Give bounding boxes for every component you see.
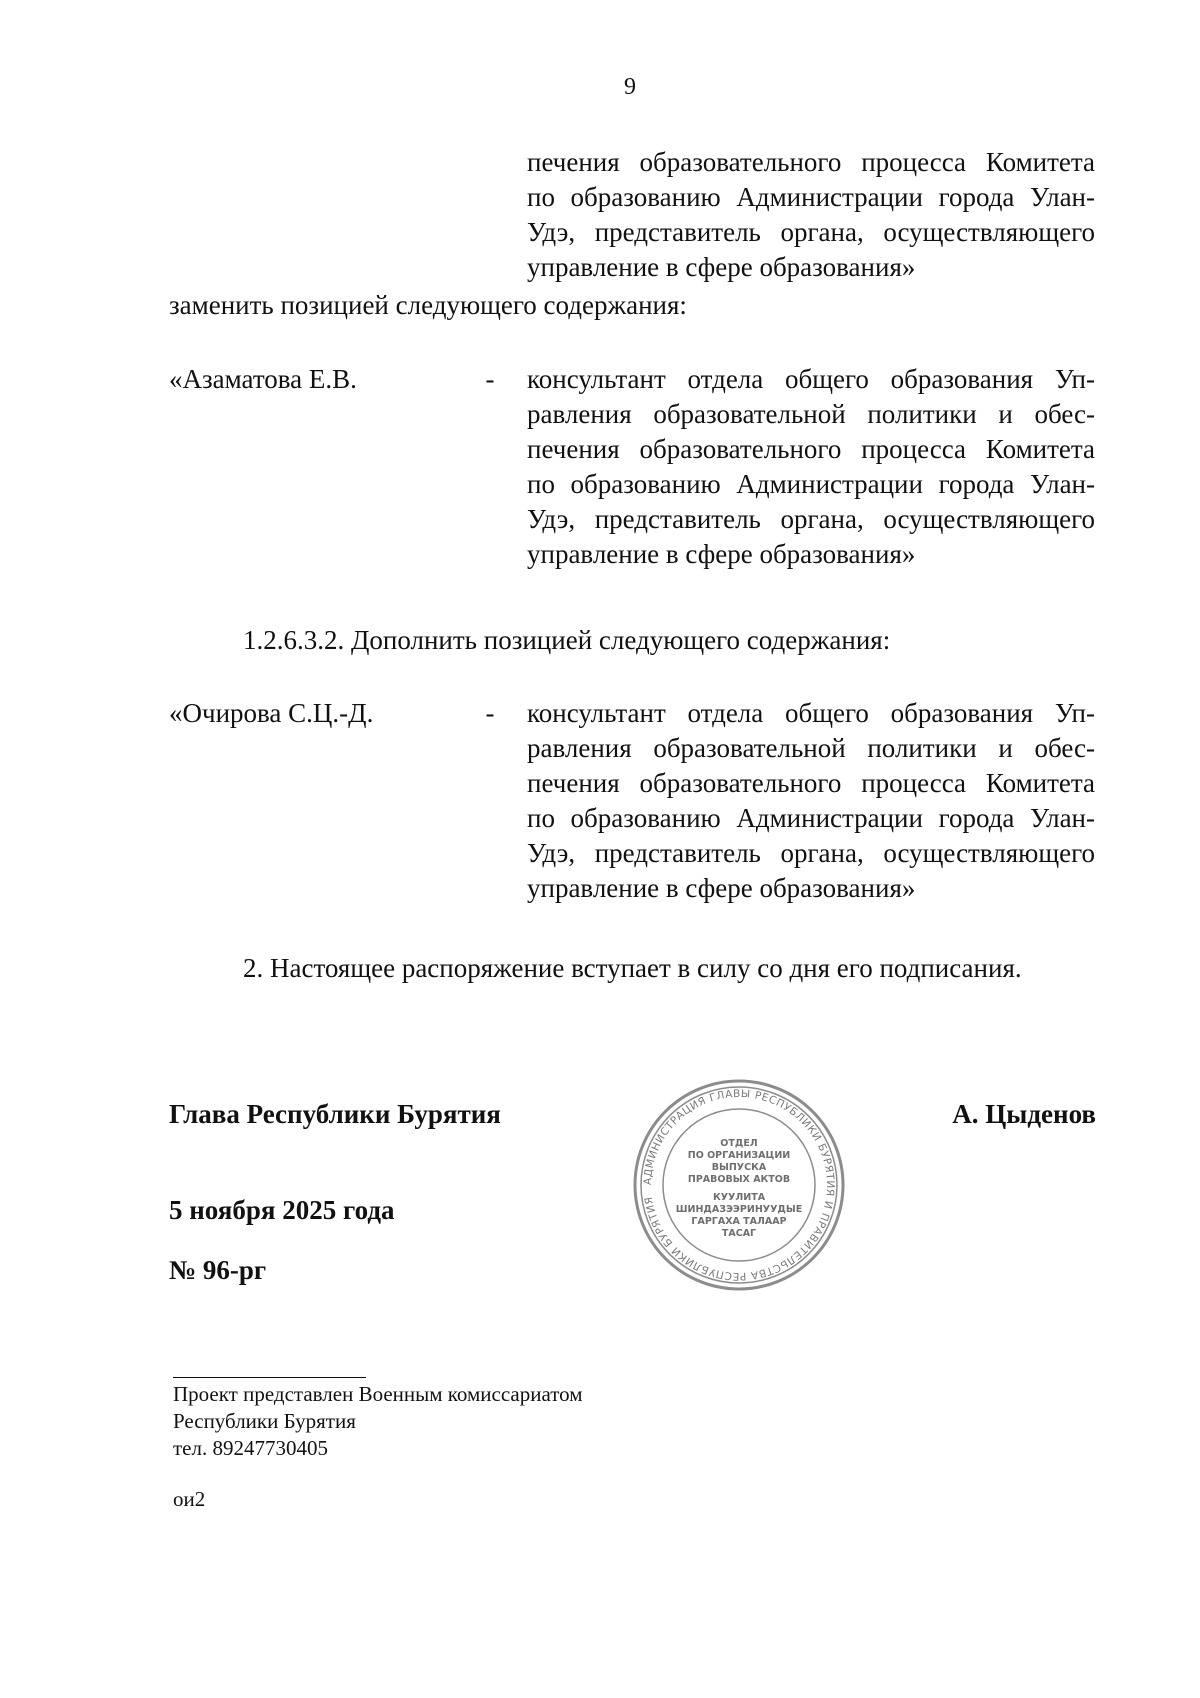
text-line: управление в сфере образования» [527,252,916,282]
text-line: Удэ, представитель органа, осуществляющего [527,217,1095,247]
replace-instruction: заменить позицией следующего содержания: [169,290,687,320]
document-number: № 96-рг [169,1255,267,1285]
stamp-ring-text: АДМИНИСТРАЦИЯ ГЛАВЫ РЕСПУБЛИКИ БУРЯТИЯ И ПРАВИТЕЛЬСТВА РЕСПУБЛИКИ БУРЯТИЯ [641,1087,837,1283]
entry-name: «Азаматова Е.В. [169,364,357,394]
text-line: по образованию Администрации города Улан- [527,469,1095,499]
document-date: 5 ноября 2025 года [169,1195,395,1225]
text-line: печения образовательного процесса Комитета [527,147,1095,177]
page-number: 9 [624,74,636,100]
text-line: по образованию Администрации города Улан- [527,803,1095,833]
text-line: равления образовательной политики и обес- [527,399,1095,429]
entry-name: «Очирова С.Ц.-Д. [169,698,374,728]
entry-description [527,696,1095,906]
entry-dash: - [485,364,495,394]
text-line: консультант отдела общего образования Уп- [527,364,1095,394]
text-line: управление в сфере образования» [527,873,916,903]
stamp-line: ШИНДАЗЭЭРИНУУДЫЕ [675,1204,803,1215]
final-clause: 2. Настоящее распоряжение вступает в силу со дня его подписания. [243,953,1022,983]
text-line: по образованию Администрации города Улан- [527,182,1095,212]
text-line: консультант отдела общего образования Уп- [527,698,1095,728]
footnote-line: тел. 89247730405 [173,1436,328,1460]
footnote-rule [173,1377,366,1378]
stamp-line: ПО ОРГАНИЗАЦИИ [687,1150,791,1161]
stamp-line: ОТДЕЛ [720,1138,758,1149]
text-line: управление в сфере образования» [527,539,916,569]
text-line: Удэ, представитель органа, осуществляющего [527,504,1095,534]
signatory-name: А. Цыденов [952,1099,1096,1129]
continuation-text [527,145,1095,285]
clause-text: 1.2.6.3.2. Дополнить позицией следующего содержания: [243,625,891,655]
text-line: печения образовательного процесса Комитета [527,768,1095,798]
stamp-line: ГАРГАХА ТАЛААР [691,1216,787,1227]
entry-description [527,362,1095,572]
footnote-line: Проект представлен Военным комиссариатом [173,1382,583,1406]
entry-dash: - [485,698,495,728]
official-stamp [632,1078,846,1292]
text-line: печения образовательного процесса Комитета [527,434,1095,464]
stamp-line: ВЫПУСКА [711,1162,767,1173]
text-line: равления образовательной политики и обес- [527,733,1095,763]
footnote-line: Республики Бурятия [173,1409,356,1433]
signatory-position: Глава Республики Бурятия [169,1099,501,1129]
footnote-text [173,1381,583,1462]
footnote-code: ои2 [173,1487,206,1511]
stamp-line: ПРАВОВЫХ АКТОВ [687,1174,791,1185]
stamp-line: ТАСАГ [721,1228,757,1239]
text-line: Удэ, представитель органа, осуществляющего [527,838,1095,868]
stamp-line: КУУЛИТА [712,1192,766,1203]
